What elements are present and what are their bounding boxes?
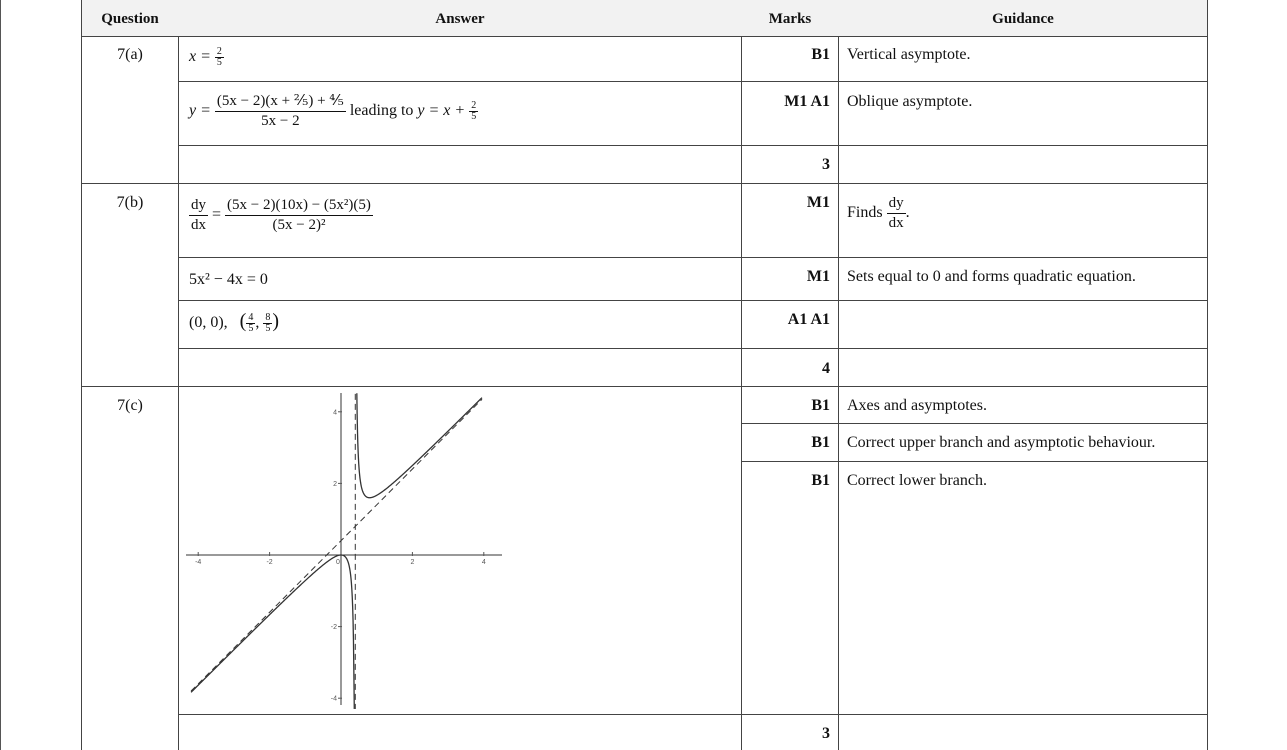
- row-line: [741, 423, 1208, 424]
- header-marks: Marks: [768, 11, 812, 27]
- col-border-right: [1207, 0, 1208, 750]
- y-tick-label: 4: [333, 409, 337, 417]
- marks-7a-row2: M1 A1: [784, 93, 830, 110]
- marks-7b-row3: A1 A1: [787, 311, 830, 328]
- row-line: [178, 81, 1208, 82]
- question-label: 7(c): [117, 397, 143, 414]
- marks-7c-row1: B1: [811, 397, 830, 414]
- marks-7b-row1: M1: [806, 194, 830, 211]
- marks-7b-row2: M1: [806, 268, 830, 285]
- answer-7b-row1: $\frac{dy}{dx}$ = $\frac{\text{(5x − 2)(10x) − (5x²)(5)}}{\text{(5x − 2)²}}$: [191, 197, 371, 233]
- total-7b: 4: [822, 360, 830, 377]
- x-tick-label: 2: [410, 559, 415, 566]
- guidance-7c-row2: Correct upper branch and asymptotic behaviour.: [847, 434, 1156, 451]
- y-tick-label: -4: [330, 695, 337, 703]
- col-border-guidance: [838, 0, 839, 750]
- row-line: [178, 257, 1208, 258]
- curve: [191, 394, 482, 709]
- total-7c: 3: [822, 725, 830, 742]
- axis-ticks: [195, 409, 486, 702]
- row-line: [178, 348, 1208, 349]
- y-tick-label: -2: [330, 624, 337, 632]
- lower-branch: [191, 555, 354, 709]
- upper-branch: [356, 394, 482, 498]
- answer-7a-row1: x = $\frac{2}{5}$: [189, 46, 222, 68]
- marks-7c-row2: B1: [811, 434, 830, 451]
- answer-7b-row2: 5x² − 4x = 0: [189, 271, 268, 288]
- guidance-7c-row1: Axes and asymptotes.: [847, 397, 987, 414]
- header-answer: Answer: [435, 11, 485, 27]
- question-label: 7(a): [117, 46, 143, 63]
- col-border-question: [81, 0, 82, 750]
- answer-7b-row3: (0, 0), ( $\frac{4}{5}$ , $\frac{8}{5}$ ): [189, 310, 279, 334]
- guidance-7a-row2: Oblique asymptote.: [847, 93, 973, 110]
- header-bottom-line: [81, 36, 1208, 37]
- question-label: 7(b): [116, 194, 144, 211]
- row-line: [178, 145, 1208, 146]
- guidance-7c-row3: Correct lower branch.: [847, 472, 987, 489]
- row-line: [178, 714, 1208, 715]
- x-tick-label: 4: [481, 559, 486, 566]
- sketch-graph: [179, 387, 509, 712]
- y-tick-label: 2: [333, 480, 337, 488]
- section-line: [81, 183, 1208, 184]
- row-line: [741, 461, 1208, 462]
- guidance-7a-row1: Vertical asymptote.: [847, 46, 971, 63]
- guidance-7b-row2: Sets equal to 0 and forms quadratic equation.: [847, 268, 1136, 285]
- row-line: [178, 300, 1208, 301]
- oblique-asymptote: [191, 399, 482, 691]
- marks-7a-row1: B1: [811, 46, 830, 63]
- marks-7c-row3: B1: [811, 472, 830, 489]
- x-tick-label: -4: [195, 559, 202, 566]
- answer-7a-row2: y = $\frac{\text{(5x − 2)(x + ⅖) + ⅘}}{5x - 2}$ leading to y = x + $\frac{2}{5}$: [189, 93, 477, 129]
- guidance-7b-row1: Finds $\frac{dy}{dx}$ .: [847, 195, 910, 231]
- axes: [186, 393, 502, 705]
- header-guidance: Guidance: [992, 11, 1054, 27]
- header-question: Question: [101, 11, 159, 27]
- total-7a: 3: [822, 156, 830, 173]
- page-left-border: [0, 0, 1, 750]
- x-tick-label: 0: [336, 559, 340, 566]
- x-tick-label: -2: [266, 559, 273, 566]
